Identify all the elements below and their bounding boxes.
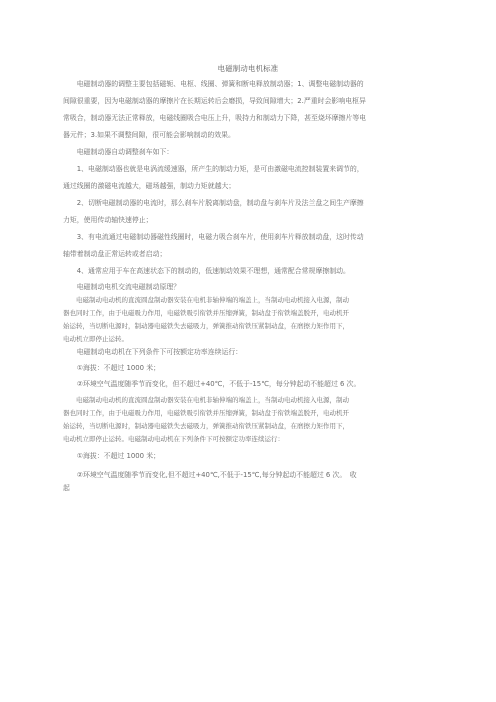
- paragraph-line: 器元件；3.如果不调整间隙，很可能会影响制动的效果。: [63, 131, 235, 139]
- paragraph-line: 电磁制动器自动调整刹车如下：: [63, 148, 174, 156]
- paragraph-line: ②环境空气温度随季节而变化,但不超过+40℃,不低于-15℃,每分钟起动不能超过 6 次。 收: [63, 471, 357, 479]
- paragraph-line: 器也同时工作，由于电磁吸力作用，电磁铁吸引衔铁并压缩弹簧，制动盘于衔铁端盖脱开，电动机开: [63, 309, 349, 317]
- paragraph-line: 常吸合，制动器无法正常释放，电磁线圈吸合电压上升，吸持力和制动力下降，甚至烧坏摩擦片等电: [63, 114, 367, 122]
- document-title: 电磁制动电机标准: [217, 64, 279, 73]
- paragraph-line: 器也同时工作，由于电磁吸力作用，电磁铁吸引衔铁并压缩弹簧，制动盘于衔铁端盖脱开，电动机开: [63, 409, 349, 417]
- paragraph-line: 4、通常应用于车在高速状态下的制动的，低速制动效果不理想，通常配合常规摩擦制动。: [63, 267, 350, 275]
- paragraph-line: 3、有电流通过电磁制动器磁性线圈时，电磁力吸合刹车片，使用刹车片释放制动盘，这时传动: [63, 233, 364, 241]
- paragraph-line: 间隙很重要，因为电磁制动器的摩擦片在长期运转后会磨损，导致间隙增大；2.严重时会影响电枢异: [63, 97, 366, 105]
- paragraph-line: 电磁制动电动机在下列条件下可按额定功率连续运行：: [63, 348, 243, 356]
- paragraph-line: 力矩，使用传动轴快速停止；: [63, 216, 153, 224]
- paragraph-line: 起: [63, 484, 70, 492]
- paragraph-line: 电磁制动电动机的直流圆盘制动器安装在电机非轴伸端的端盖上，当制动电动机接入电源，制动: [63, 296, 349, 304]
- paragraph-line: 始运转，当切断电源时，制动器电磁铁失去磁吸力，弹簧推动衔铁压紧制动盘，在磨擦力矩作用下，: [63, 322, 349, 330]
- paragraph-line: 电磁制动电动机的直流圆盘制动器安装在电机非轴伸端的端盖上，当制动电动机接入电源，制动: [63, 396, 349, 404]
- paragraph-line: 轴带着制动盘正常运转或者启动；: [63, 250, 167, 258]
- paragraph-line: 电磁制动电机交流电磁制动原理？: [63, 283, 181, 291]
- paragraph-line: ①海拔：不超过 1000 米；: [63, 364, 160, 372]
- paragraph-line: 1、电磁制动器也就是电涡流缓速器，所产生的制动力矩，是可由激磁电流控制装置来调节的，: [63, 165, 364, 173]
- paragraph-line: 电动机立即停止运转。电磁制动电动机在下列条件下可按额定功率连续运行：: [63, 435, 284, 443]
- paragraph-line: 始运转，当切断电源时，制动器电磁铁失去磁吸力，弹簧推动衔铁压紧制动盘，在磨擦力矩作用下，: [63, 422, 349, 430]
- paragraph-line: 电动机立即停止运转。: [63, 335, 128, 343]
- paragraph-line: ②环境空气温度随季节而变化，但不超过+40℃，不低于-15℃，每分钟起动不能超过 6 次。: [63, 380, 361, 388]
- paragraph-line: 电磁制动器的调整主要包括磁轭、电枢、线圈、弹簧和断电释放制动器；1、调整电磁制动器的: [63, 80, 364, 88]
- paragraph-line: ①海拔：不超过 1000 米；: [63, 452, 160, 460]
- paragraph-line: 通过线圈的激磁电流越大，磁场越强，制动力矩就越大；: [63, 182, 236, 190]
- paragraph-line: 2、切断电磁制动器的电流时，那么刹车片脱离制动盘，制动盘与刹车片及法兰盘之间生产摩擦: [63, 199, 364, 207]
